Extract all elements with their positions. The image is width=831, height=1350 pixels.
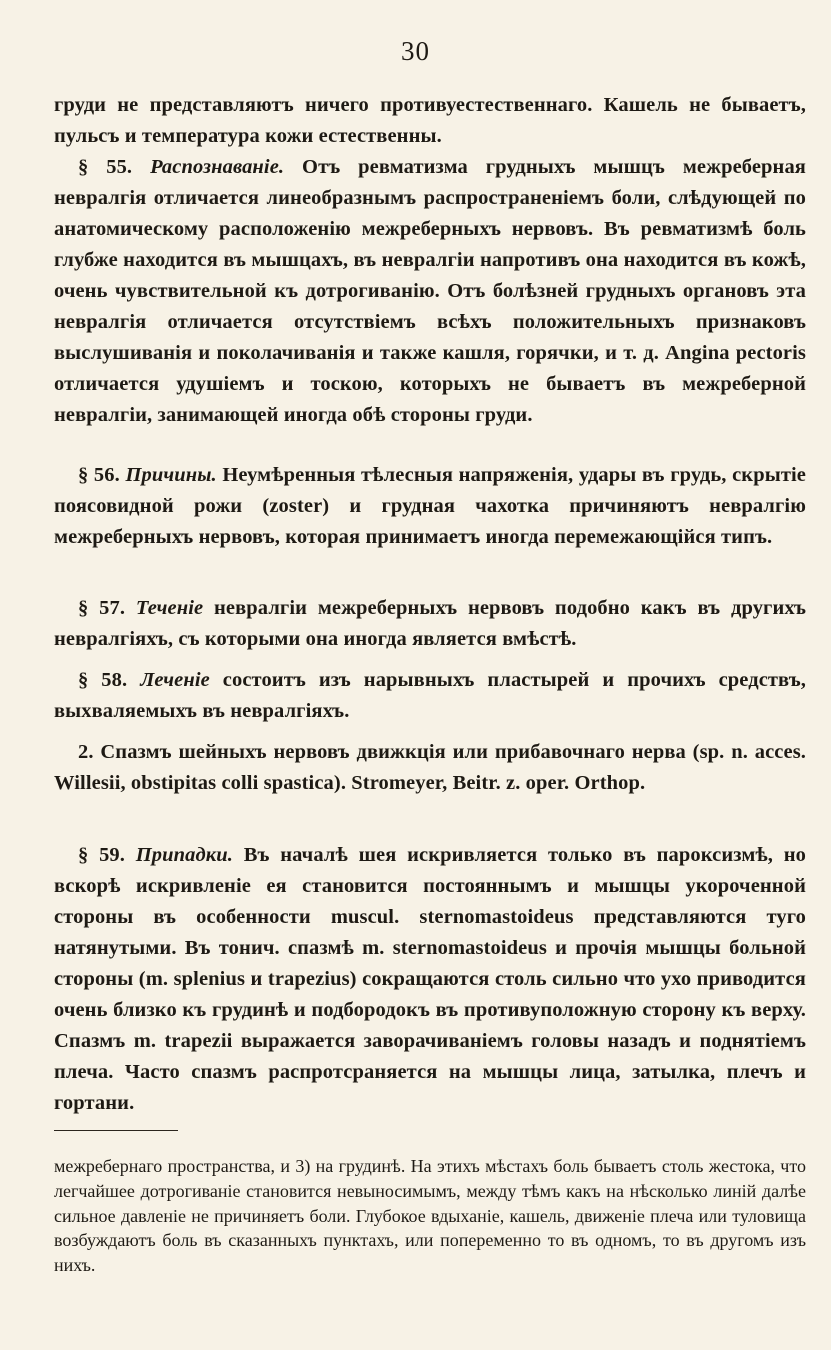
section-58: [54, 665, 806, 727]
paragraph-continuation: [54, 90, 806, 152]
section-heading: Распознаванiе.: [150, 156, 285, 178]
section-number: § 55.: [78, 156, 133, 178]
section-number: § 58.: [78, 669, 128, 691]
section-number: § 57.: [78, 597, 126, 619]
section-55: [54, 152, 806, 431]
subsection-title: Спазмъ шейныхъ нервовъ движкцiя или прибавочнаго нерва (sp. n. acces. Willesii, obstipitas colli spastica). Stromeyer, Beitr. z. oper. Orthop.: [54, 741, 806, 794]
subsection-2: [54, 737, 806, 799]
section-text: невралгiи межреберныхъ нервовъ подобно какъ въ другихъ невралгiяхъ, съ которыми она иногда является вмѣстѣ.: [54, 597, 806, 650]
section-text: состоитъ изъ нарывныхъ пластырей и прочихъ средствъ, выхваляемыхъ въ невралгiяхъ.: [54, 669, 806, 722]
footnote-text: межребернаго пространства, и 3) на грудинѣ. На этихъ мѣстахъ боль бываетъ столь жестока, что легчайшее дотрогиванiе становится невыносимымъ, между тѣмъ какъ на нѣсколько линiй далѣе сильное давленiе не причиняетъ боли. Глубокое вдыханiе, кашель, движенiе плеча или туловища возбуждаютъ боль въ сказанныхъ пунктахъ, или попеременно то въ одномъ, то въ другомъ изъ нихъ.: [54, 1156, 806, 1276]
section-number: § 59.: [78, 844, 125, 866]
section-56: [54, 460, 806, 553]
page-number: 30: [401, 36, 430, 66]
section-text: Отъ ревматизма грудныхъ мышцъ межреберная невралгiя отличается линеобразнымъ распространенiемъ боли, слѣдующей по анатомическому расположенiю межреберныхъ нервовъ. Въ ревматизмѣ боль глубже находится въ мышцахъ, въ невралгiи напротивъ она находится въ кожѣ, очень чувствительной къ дотрогиванiю. Отъ болѣзней грудныхъ органовъ эта невралгiя отличается отсутствiемъ всѣхъ положительныхъ признаковъ выслушиванiя и поколачиванiя и также кашля, горячки, и т. д. Angina pectoris отличается удушiемъ и тоскою, которыхъ не бываетъ въ межреберной невралгiи, занимающей иногда обѣ стороны груди.: [54, 156, 806, 426]
section-57: [54, 593, 806, 655]
section-text: Неумѣренныя тѣлесныя напряженiя, удары въ грудь, скрытiе поясовидной рожи (zoster) и грудная чахотка причиняютъ невралгiю межреберныхъ нервовъ, которая принимаетъ иногда перемежающiйся типъ.: [54, 464, 806, 548]
section-heading: Причины.: [125, 464, 217, 486]
section-number: § 56.: [78, 464, 120, 486]
section-heading: Припадки.: [135, 844, 233, 866]
paragraph-text: груди не представляютъ ничего противуестественнаго. Кашель не бываетъ, пульсъ и температура кожи естественны.: [54, 94, 806, 147]
subsection-number: 2.: [78, 741, 94, 763]
section-heading: Леченiе: [140, 669, 210, 691]
section-heading: Теченiе: [135, 597, 204, 619]
section-59: [54, 840, 806, 1119]
footnote-divider: [54, 1130, 178, 1131]
section-text: Въ началѣ шея искривляется только въ пароксизмѣ, но вскорѣ искривленiе ея становится постояннымъ и мышцы укороченной стороны въ особенности muscul. sternomastoideus представляются туго натянутыми. Въ тонич. спазмѣ m. sternomastoideus и прочiя мышцы больной стороны (m. splenius и trapezius) сокращаются столь сильно что ухо приводится очень близко къ грудинѣ и подбородокъ въ противуположную сторону къ верху. Спазмъ m. trapezii выражается заворачиванiемъ головы назадъ и поднятiемъ плеча. Часто спазмъ распротсраняется на мышцы лица, затылка, плечъ и гортани.: [54, 844, 806, 1114]
